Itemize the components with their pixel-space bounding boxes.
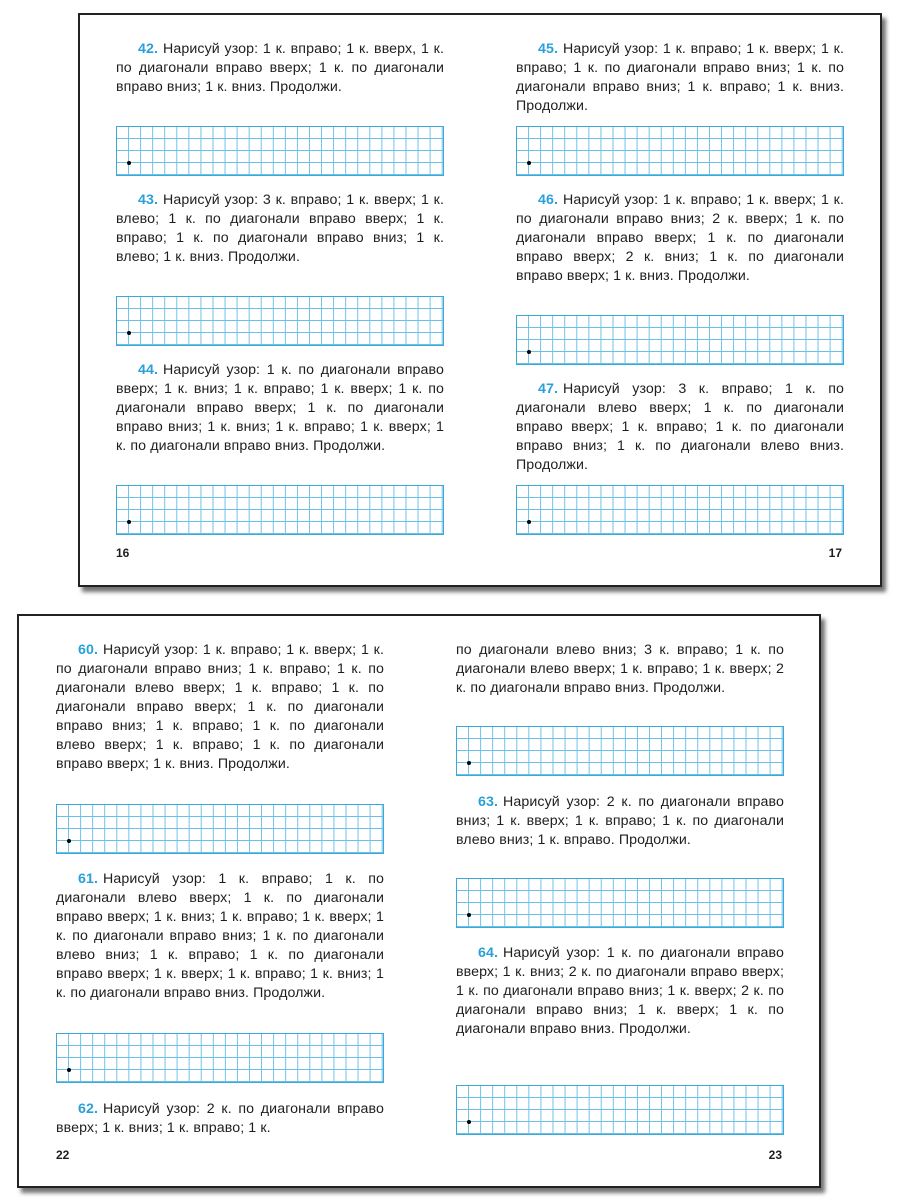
task-text: Нарисуй узор: 2 к. по диагонали вправо вверх; 1 к. вниз; 1 к. вправо; 1 к. <box>56 1101 384 1136</box>
start-dot <box>467 761 471 765</box>
squared-grid[interactable] <box>116 126 444 176</box>
start-dot <box>127 520 131 524</box>
task-text: Нарисуй узор: 1 к. вправо; 1 к. вверх; 1 к. по диагонали вправо вниз; 2 к. вверх; 1 к. по диагонали вправо вверх; 1 к. по диагонали вправо вверх; 2 к. вниз; 1 к. по диагонали вправо вверх; 1 к. вниз. Продолжи. <box>516 192 844 284</box>
task-64 <box>456 944 784 1039</box>
task-text: Нарисуй узор: 3 к. вправо; 1 к. по диагонали влево вверх; 1 к. по диагонали вправо вверх; 1 к. вправо; 1 к. по диагонали вправо вниз; 1 к. по диагонали влево вниз. Продолжи. <box>516 381 844 473</box>
squared-grid[interactable] <box>516 315 844 365</box>
task-42 <box>116 40 444 97</box>
task-number: 62. <box>78 1101 99 1117</box>
task-number: 64. <box>478 945 499 961</box>
task-text: Нарисуй узор: 1 к. по диагонали вправо вверх; 1 к. вниз; 2 к. по диагонали вправо вверх; 1 к. по диагонали вправо вниз; 1 к. вверх; 2 к. по диагонали вправо вниз; 1 к. вверх; 1 к. по диагонали вправо вниз. Продолжи. <box>456 945 784 1037</box>
task-43 <box>116 191 444 267</box>
task-60 <box>56 641 384 774</box>
page-number: 16 <box>116 546 130 560</box>
task-number: 61. <box>78 871 99 887</box>
task-number: 60. <box>78 642 99 658</box>
task-62-continuation <box>456 641 784 698</box>
task-text: по диагонали влево вниз; 3 к. вправо; 1 к. по диагонали влево вверх; 1 к. вправо; 1 к. вверх; 2 к. по диагонали вправо вниз. Продолжи. <box>456 642 784 696</box>
task-text: Нарисуй узор: 1 к. вправо; 1 к. по диагонали влево вверх; 1 к. по диагонали вправо вверх; 1 к. вниз; 1 к. вправо; 1 к. вверх; 1 к. по диагонали вправо вниз; 1 к. по диагонали влево вниз; 1 к. вправо; 1 к. по диагонали вправо вверх; 1 к. вверх; 1 к. вправо; 1 к. вниз; 1 к. по диагонали вправо вниз. Продолжи. <box>56 871 384 1001</box>
task-text: Нарисуй узор: 2 к. по диагонали вправо вниз; 1 к. вверх; 1 к. вправо; 1 к. по диагонали влево вниз; 1 к. вправо. Продолжи. <box>456 794 784 848</box>
task-46 <box>516 191 844 286</box>
squared-grid[interactable] <box>456 726 784 776</box>
task-text: Нарисуй узор: 3 к. вправо; 1 к. вверх; 1 к. влево; 1 к. по диагонали вправо вверх; 1 к. вправо; 1 к. по диагонали вправо вниз; 1 к. влево; 1 к. вниз. Продолжи. <box>116 192 444 265</box>
page-number: 23 <box>768 1148 782 1162</box>
book-spread-pages-22-23 <box>17 614 821 1188</box>
task-text: Нарисуй узор: 1 к. вправо; 1 к. вверх; 1 к. по диагонали вправо вниз; 1 к. вправо; 1 к. по диагонали влево вверх; 1 к. вправо; 1 к. по диагонали вправо вверх; 1 к. по диагонали вправо вниз; 1 к. вправо; 1 к. по диагонали влево вверх; 1 к. вправо; 1 к. по диагонали вправо вверх; 1 к. вниз. Продолжи. <box>56 642 384 772</box>
task-61 <box>56 870 384 1003</box>
book-spread-pages-16-17 <box>78 13 882 587</box>
start-dot <box>527 350 531 354</box>
start-dot <box>467 1120 471 1124</box>
squared-grid[interactable] <box>516 126 844 176</box>
task-number: 45. <box>538 41 559 57</box>
task-text: Нарисуй узор: 1 к. вправо; 1 к. вверх; 1 к. вправо; 1 к. по диагонали вправо вниз; 1 к. по диагонали вправо вниз; 1 к. вправо; 1 к. вниз. Продолжи. <box>516 41 844 114</box>
start-dot <box>127 161 131 165</box>
task-45 <box>516 40 844 116</box>
task-text: Нарисуй узор: 1 к. вправо; 1 к. вверх, 1 к. по диагонали вправо вверх; 1 к. по диагонали вправо вниз; 1 к. вниз. Продолжи. <box>116 41 444 95</box>
start-dot <box>127 331 131 335</box>
squared-grid[interactable] <box>456 1085 784 1135</box>
squared-grid[interactable] <box>116 296 444 346</box>
squared-grid[interactable] <box>516 485 844 535</box>
task-number: 47. <box>538 381 559 397</box>
squared-grid[interactable] <box>456 878 784 928</box>
start-dot <box>527 520 531 524</box>
task-47 <box>516 380 844 475</box>
start-dot <box>67 839 71 843</box>
task-number: 63. <box>478 794 499 810</box>
squared-grid[interactable] <box>116 485 444 535</box>
task-number: 42. <box>138 41 159 57</box>
task-number: 46. <box>538 192 559 208</box>
task-number: 44. <box>138 362 159 378</box>
page-number: 22 <box>56 1148 70 1162</box>
start-dot <box>467 913 471 917</box>
start-dot <box>67 1068 71 1072</box>
squared-grid[interactable] <box>56 1033 384 1083</box>
start-dot <box>527 161 531 165</box>
task-63 <box>456 793 784 850</box>
task-text: Нарисуй узор: 1 к. по диагонали вправо вверх; 1 к. вниз; 1 к. вправо; 1 к. вверх; 1 к. по диагонали вправо вверх; 1 к. по диагонали вправо вниз; 1 к. вниз; 1 к. вправо; 1 к. вверх; 1 к. по диагонали вправо вниз. Продолжи. <box>116 362 444 454</box>
task-44 <box>116 361 444 456</box>
task-number: 43. <box>138 192 159 208</box>
task-62 <box>56 1100 384 1138</box>
page-number: 17 <box>828 546 842 560</box>
squared-grid[interactable] <box>56 804 384 854</box>
